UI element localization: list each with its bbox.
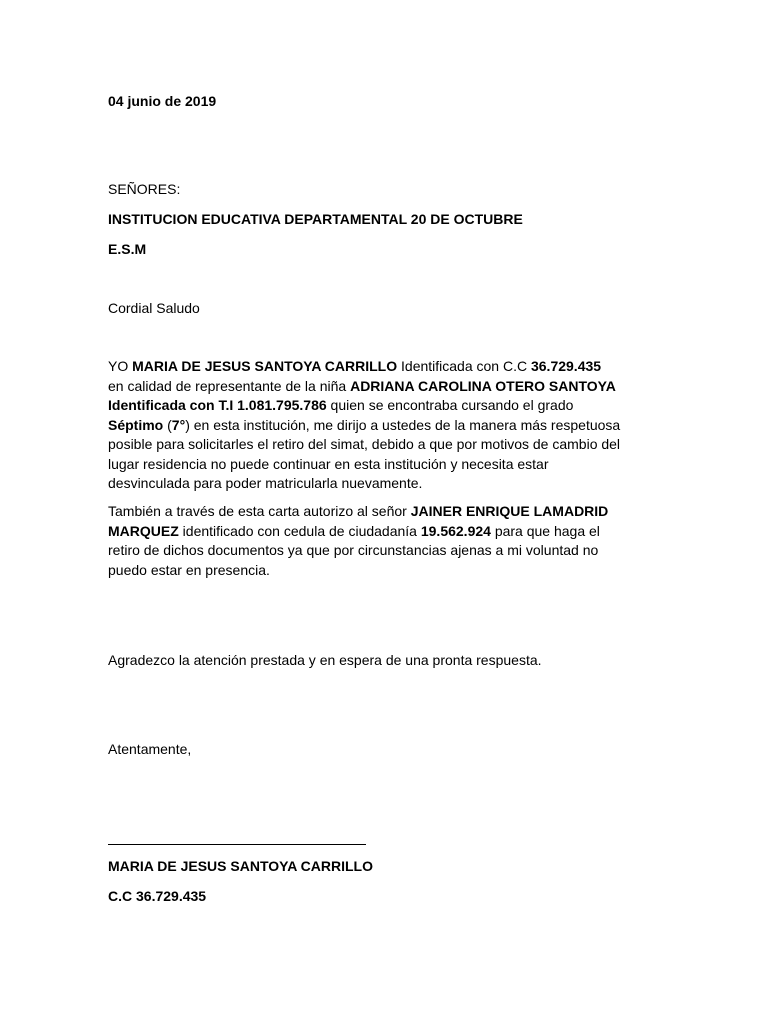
paragraph-1-line-4 — [108, 416, 668, 436]
paragraph-2-line-4: puedo estar en presencia. — [108, 561, 270, 578]
text-grade-intro: quien se encontraba cursando el grado — [326, 397, 574, 413]
paragraph-1-line-1 — [108, 357, 668, 377]
paragraph-2 — [108, 502, 668, 580]
paragraph-2-line-3: retiro de dichos documentos ya que por circunstancias ajenas a mi voluntad no — [108, 542, 599, 558]
text-institution-request: ) en esta institución, me dirijo a ustedes de la manera más respetuosa — [185, 416, 621, 433]
signature-cc: C.C 36.729.435 — [108, 888, 207, 904]
sender-name: MARIA DE JESUS SANTOYA CARRILLO — [132, 358, 398, 374]
paragraph-1-line-6: lugar residencia no puede continuar en esta institución y necesita estar — [108, 455, 549, 472]
paragraph-2-line-2 — [108, 522, 668, 542]
text-authorization: También a través de esta carta autorizo al señor — [108, 503, 411, 519]
child-name: ADRIANA CAROLINA OTERO SANTOYA — [350, 377, 616, 394]
text-purpose: para que haga el — [490, 522, 600, 539]
authorized-name-part2: MARQUEZ — [108, 522, 179, 539]
paragraph-1-line-7: desvinculada para poder matricularla nuevamente. — [108, 475, 423, 491]
signature-name: MARIA DE JESUS SANTOYA CARRILLO — [108, 858, 373, 874]
thanks-line: Agradezco la atención prestada y en espera de una pronta respuesta. — [108, 652, 542, 668]
text-paren-open: ( — [163, 416, 172, 433]
paragraph-1-line-2 — [108, 377, 668, 397]
text-representative: en calidad de representante de la niña — [108, 377, 351, 394]
greeting: Cordial Saludo — [108, 300, 200, 316]
signature-line — [108, 830, 366, 845]
sender-cc: 36.729.435 — [530, 358, 602, 374]
text-identified: Identificada con C.C — [397, 358, 531, 374]
grade-number: 7° — [171, 416, 186, 433]
text-identified-cc: identificado con cedula de ciudadanía — [178, 522, 421, 539]
authorized-cc: 19.562.924 — [420, 522, 491, 539]
paragraph-1-line-3 — [108, 396, 668, 416]
recipient-abbreviation: E.S.M — [108, 241, 147, 257]
authorized-name-part1: JAINER ENRIQUE LAMADRID — [410, 503, 609, 519]
grade-word: Séptimo — [108, 416, 164, 433]
paragraph-1 — [108, 357, 668, 494]
paragraph-2-line-1 — [108, 502, 668, 522]
letter-date: 04 junio de 2019 — [108, 93, 217, 109]
recipient-salutation: SEÑORES: — [108, 181, 181, 197]
paragraph-1-line-5: posible para solicitarles el retiro del simat, debido a que por motivos de cambio del — [108, 436, 621, 452]
text-yo: YO — [108, 358, 133, 374]
closing: Atentamente, — [108, 741, 192, 757]
recipient-institution: INSTITUCION EDUCATIVA DEPARTAMENTAL 20 DE OCTUBRE — [108, 211, 523, 227]
child-ti: Identificada con T.I 1.081.795.786 — [108, 397, 327, 413]
